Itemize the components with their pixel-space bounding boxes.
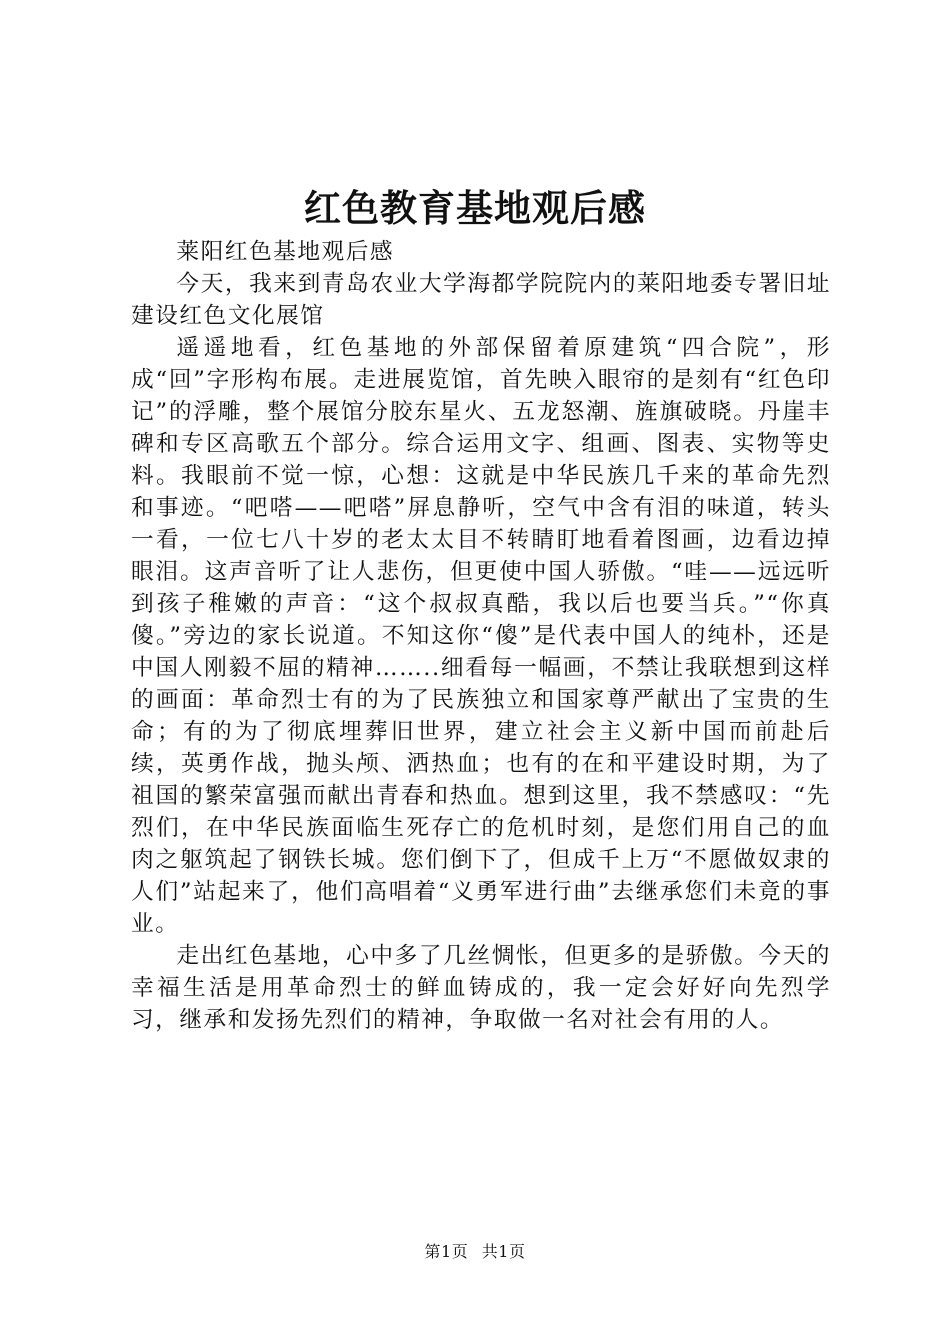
page-total: 共1页	[481, 1242, 526, 1261]
document-body	[131, 236, 831, 1036]
main-paragraph: 遥遥地看，红色基地的外部保留着原建筑“四合院”，形成“回”字形构布展。走进展览馆，首先映入眼帘的是刻有“红色印记”的浮雕，整个展馆分胶东星火、五龙怒潮、旌旗破晓。丹崖丰碑和专区高歌五个部分。综合运用文字、组画、图表、实物等史料。我眼前不觉一惊，心想：这就是中华民族几千来的革命先烈和事迹。“吧嗒——吧嗒”屏息静听，空气中含有泪的味道，转头一看，一位七八十岁的老太太目不转睛盯地看着图画，边看边掉眼泪。这声音听了让人悲伤，但更使中国人骄傲。“哇——远远听到孩子稚嫩的声音：“这个叔叔真酷，我以后也要当兵。”“你真傻。”旁边的家长说道。不知这你“傻”是代表中国人的纯朴，还是中国人刚毅不屈的精神……..细看每一幅画，不禁让我联想到这样的画面：革命烈士有的为了民族独立和国家尊严献出了宝贵的生命；有的为了彻底埋葬旧世界，建立社会主义新中国而前赴后续，英勇作战，抛头颅、洒热血；也有的在和平建设时期，为了祖国的繁荣富强而献出青春和热血。想到这里，我不禁感叹：“先烈们，在中华民族面临生死存亡的危机时刻，是您们用自己的血肉之躯筑起了钢铁长城。您们倒下了，但成千上万“不愿做奴隶的人们”站起来了，他们高唱着“义勇军进行曲”去继承您们未竟的事业。	[131, 335, 831, 937]
page-number: 第1页	[424, 1242, 469, 1261]
subtitle-paragraph: 莱阳红色基地观后感	[176, 239, 395, 265]
page-footer	[0, 1240, 950, 1264]
document-title: 红色教育基地观后感	[304, 186, 646, 230]
intro-paragraph: 今天，我来到青岛农业大学海都学院院内的莱阳地委专署旧址建设红色文化展馆	[131, 271, 831, 329]
closing-paragraph: 走出红色基地，心中多了几丝惆怅，但更多的是骄傲。今天的幸福生活是用革命烈士的鲜血铸成的，我一定会好好向先烈学习，继承和发扬先烈们的精神，争取做一名对社会有用的人。	[131, 943, 831, 1033]
